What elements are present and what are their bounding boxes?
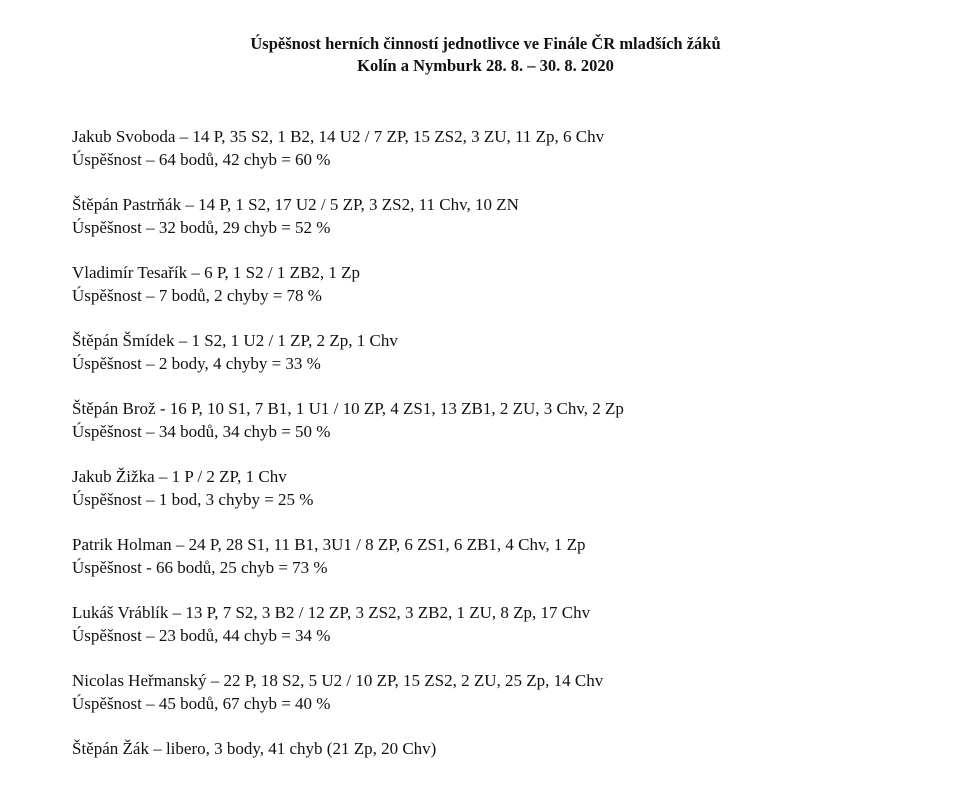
player-list — [72, 126, 952, 784]
player-stats: Jakub Žižka – 1 P / 2 ZP, 1 Chv — [72, 467, 287, 486]
player-success: Úspěšnost – 1 bod, 3 chyby = 25 % — [72, 489, 314, 509]
player-entry — [72, 398, 952, 443]
player-entry — [72, 534, 952, 579]
player-stats: Štěpán Brož - 16 P, 10 S1, 7 B1, 1 U1 / 10 ZP, 4 ZS1, 13 ZB1, 2 ZU, 3 Chv, 2 Zp — [72, 399, 624, 418]
player-stats: Patrik Holman – 24 P, 28 S1, 11 B1, 3U1 / 8 ZP, 6 ZS1, 6 ZB1, 4 Chv, 1 Zp — [72, 535, 586, 554]
player-entry — [72, 466, 952, 511]
player-entry — [72, 262, 952, 307]
player-stats: Lukáš Vráblík – 13 P, 7 S2, 3 B2 / 12 ZP, 3 ZS2, 3 ZB2, 1 ZU, 8 Zp, 17 Chv — [72, 603, 591, 622]
player-entry — [72, 330, 952, 375]
player-success: Úspěšnost – 2 body, 4 chyby = 33 % — [72, 353, 321, 373]
player-stats: Nicolas Heřmanský – 22 P, 18 S2, 5 U2 / 10 ZP, 15 ZS2, 2 ZU, 25 Zp, 14 Chv — [72, 671, 604, 690]
player-success: Úspěšnost – 7 bodů, 2 chyby = 78 % — [72, 285, 322, 305]
player-entry — [72, 126, 952, 171]
player-success: Úspěšnost – 64 bodů, 42 chyb = 60 % — [72, 149, 331, 169]
player-stats: Štěpán Pastrňák – 14 P, 1 S2, 17 U2 / 5 ZP, 3 ZS2, 11 Chv, 10 ZN — [72, 195, 519, 214]
player-entry — [72, 602, 952, 647]
player-stats: Štěpán Šmídek – 1 S2, 1 U2 / 1 ZP, 2 Zp, 1 Chv — [72, 331, 398, 350]
title-line-2: Kolín a Nymburk 28. 8. – 30. 8. 2020 — [357, 56, 614, 75]
player-entry — [72, 194, 952, 239]
player-stats: Vladimír Tesařík – 6 P, 1 S2 / 1 ZB2, 1 Zp — [72, 263, 360, 282]
player-stats: Štěpán Žák – libero, 3 body, 41 chyb (21 Zp, 20 Chv) — [72, 739, 437, 758]
document-title — [0, 33, 971, 77]
title-line-1: Úspěšnost herních činností jednotlivce ve Finále ČR mladších žáků — [250, 34, 721, 53]
player-success: Úspěšnost – 45 bodů, 67 chyb = 40 % — [72, 693, 331, 713]
player-stats: Jakub Svoboda – 14 P, 35 S2, 1 B2, 14 U2 / 7 ZP, 15 ZS2, 3 ZU, 11 Zp, 6 Chv — [72, 127, 605, 146]
player-success: Úspěšnost – 32 bodů, 29 chyb = 52 % — [72, 217, 331, 237]
player-entry — [72, 670, 952, 715]
footer-player-entry — [72, 738, 952, 761]
player-success: Úspěšnost – 34 bodů, 34 chyb = 50 % — [72, 421, 331, 441]
player-success: Úspěšnost - 66 bodů, 25 chyb = 73 % — [72, 557, 328, 577]
player-success: Úspěšnost – 23 bodů, 44 chyb = 34 % — [72, 625, 331, 645]
